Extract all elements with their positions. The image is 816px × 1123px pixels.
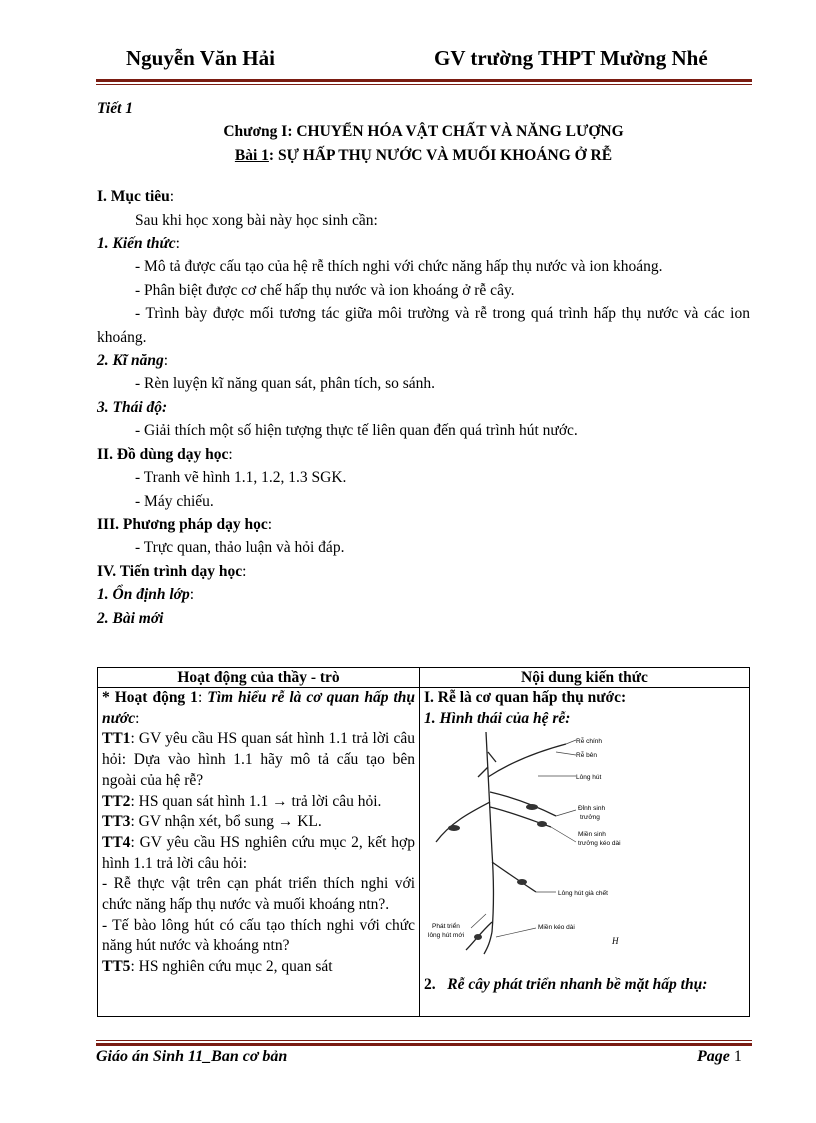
knowledge-item: - Phân biệt được cơ chế hấp thụ nước và ion khoáng ở rễ cây.: [135, 281, 515, 299]
leader-main-root: [566, 740, 576, 744]
lesson-content: [97, 97, 750, 630]
figure-mark: H: [612, 936, 619, 946]
root-tip-line: [484, 932, 492, 954]
lateral-root-line: [436, 802, 490, 842]
knowledge-heading-text: 1. Kiến thức: [97, 235, 176, 253]
header-rule: [96, 79, 752, 82]
subsection-growth-number: 2.: [424, 976, 436, 993]
materials-heading-text: II. Đồ dùng dạy học: [97, 445, 229, 463]
step-tt2: [102, 792, 415, 813]
step-text: : GV yêu cầu HS nghiên cứu mục 2, kết hợp hình 1.1 trả lời câu hỏi:: [102, 833, 415, 872]
activity-title: * Hoạt động 1: Tìm hiểu rễ là cơ quan hấp thụ nước:: [102, 689, 415, 727]
materials-item: - Máy chiếu.: [135, 492, 214, 510]
label-growing-tip: [578, 804, 605, 821]
subsection-growth-text: Rễ cây phát triển nhanh bề mặt hấp thụ: [447, 976, 703, 993]
leader-new-hair: [471, 914, 486, 928]
label-elongation-zone: [578, 829, 621, 847]
table-header-row: [98, 668, 750, 688]
procedure-heading-text: IV. Tiến trình dạy học: [97, 562, 243, 580]
step-label: TT2: [102, 792, 131, 810]
col-header-activities: Hoạt động của thầy - trò: [98, 668, 420, 688]
chapter-text: : CHUYỂN HÓA VẬT CHẤT VÀ NĂNG LƯỢNG: [287, 123, 624, 141]
methods-heading-text: III. Phương pháp dạy học: [97, 515, 268, 533]
step-tt4: [102, 833, 415, 874]
skills-item: - Rèn luyện kĩ năng quan sát, phân tích, so sánh.: [135, 375, 436, 393]
step-tt1: [102, 729, 415, 791]
step-text: : HS quan sát hình 1.1 → trả lời câu hỏi.: [130, 792, 382, 810]
label-root-hair: Lông hút: [576, 774, 602, 781]
root-drawing: [436, 732, 566, 954]
lesson-prefix: Bài 1: [234, 146, 269, 164]
lesson-text: : SỰ HẤP THỤ NƯỚC VÀ MUỐI KHOÁNG Ở RỄ: [268, 146, 613, 164]
leader-extended: [496, 928, 536, 937]
methods-item: - Trực quan, thảo luận và hỏi đáp.: [135, 539, 345, 557]
side-branch-line: [478, 767, 488, 777]
procedure-step1-text: 1. Ổn định lớp: [97, 586, 190, 604]
subsection-morphology: 1. Hình thái của hệ rễ:: [424, 709, 571, 727]
step-text: : GV nhận xét, bổ sung → KL.: [130, 813, 322, 831]
footer-doc-title: Giáo án Sinh 11_Ban cơ bản: [96, 1048, 288, 1065]
period-label: Tiết 1: [97, 100, 134, 117]
objectives-heading: I. Mục tiêu:: [97, 188, 175, 206]
leader-lateral-root: [556, 752, 576, 755]
lesson-table: [97, 667, 750, 1017]
header-rule-thin: [96, 84, 752, 85]
objectives-heading-text: I. Mục tiêu: [97, 188, 170, 206]
step-label: TT3: [102, 813, 131, 831]
label-lateral-root: Rễ bên: [576, 752, 597, 759]
procedure-step2: 2. Bài mới: [97, 609, 164, 627]
label-line: lông hút mới: [428, 932, 465, 939]
materials-heading: II. Đồ dùng dạy học:: [97, 445, 233, 463]
lateral-root-line: [492, 862, 536, 892]
footer-rule-thin: [96, 1040, 752, 1041]
footer-page: [697, 1048, 742, 1066]
skills-heading: 2. Kĩ năng:: [97, 352, 169, 370]
label-line: Miền sinh: [578, 831, 606, 838]
root-hair-cluster: [448, 825, 460, 831]
attitude-heading: 3. Thái độ:: [97, 398, 168, 416]
lesson-title: [97, 144, 750, 167]
activities-cell: [98, 688, 420, 1017]
label-line: trưởng: [580, 814, 600, 821]
step-label: TT4: [102, 833, 131, 851]
label-leaders: [471, 740, 576, 937]
section-heading: I. Rễ là cơ quan hấp thụ nước:: [424, 689, 627, 706]
methods-heading: III. Phương pháp dạy học:: [97, 515, 273, 533]
lateral-root-line: [490, 792, 556, 816]
knowledge-item: - Mô tả được cấu tạo của hệ rễ thích nghi với chức năng hấp thụ nước và ion khoáng.: [135, 258, 663, 276]
label-extended-zone: Miền kéo dài: [538, 924, 575, 931]
step-label: TT5: [102, 958, 131, 976]
lateral-root-line: [488, 744, 566, 777]
label-main-root: Rễ chính: [576, 738, 603, 745]
step-tt5: [102, 957, 415, 978]
root-hair-cluster: [537, 821, 547, 827]
activity-prefix: * Hoạt động 1: [102, 689, 198, 706]
root-hair-clusters: [448, 804, 547, 940]
page-word: Page: [697, 1048, 730, 1065]
leader-growing-tip: [556, 810, 576, 816]
label-new-hair: [428, 922, 464, 939]
chapter-title: [97, 120, 750, 143]
step-text: : HS nghiên cứu mục 2, quan sát: [130, 958, 333, 976]
subsection-growth: 2. Rễ cây phát triển nhanh bề mặt hấp thụ:: [424, 976, 708, 993]
label-line: Phát triển: [432, 923, 460, 930]
label-dying-hair: Lông hút già chết: [558, 890, 608, 897]
content-cell: [420, 688, 750, 1017]
footer-rule: [96, 1043, 752, 1046]
page-number: 1: [733, 1048, 742, 1065]
table-row: [98, 688, 750, 1017]
label-line: trưởng kéo dài: [578, 840, 621, 847]
objectives-intro: Sau khi học xong bài này học sinh cần:: [135, 211, 378, 229]
root-hair-cluster: [526, 804, 538, 810]
activity-title-text: Tìm hiểu rễ là cơ quan hấp thụ nước: [102, 689, 415, 727]
header-school: GV trường THPT Mường Nhé: [434, 46, 708, 70]
procedure-step1: 1. Ổn định lớp:: [97, 586, 195, 604]
question-item: - Tế bào lông hút có cấu tạo thích nghi với chức năng hút nước và khoáng ntn?: [102, 916, 415, 955]
step-label: TT1: [102, 730, 131, 748]
side-branch-line: [488, 752, 496, 762]
knowledge-heading: 1. Kiến thức:: [97, 235, 180, 253]
knowledge-item: - Trình bày được mối tương tác giữa môi trường và rễ trong quá trình hấp thụ nước và các ion khoáng.: [97, 305, 750, 346]
step-text: : GV yêu cầu HS quan sát hình 1.1 trả lời câu hỏi: Dựa vào hình 1.1 hãy mô tả cấu tạo bên ngoài của hệ rễ?: [102, 730, 415, 789]
main-root-line: [486, 732, 494, 932]
skills-heading-text: 2. Kĩ năng: [97, 352, 164, 370]
question-item: - Rễ thực vật trên cạn phát triển thích nghi với chức năng hấp thụ nước và muối khoáng ntn?.: [102, 875, 415, 914]
step-tt3: [102, 812, 415, 833]
root-hair-cluster: [517, 879, 527, 885]
chapter-prefix: Chương I: [223, 123, 288, 141]
materials-item: - Tranh vẽ hình 1.1, 1.2, 1.3 SGK.: [135, 469, 347, 487]
section-heading-text: I. Rễ là cơ quan hấp thụ nước: [424, 689, 622, 706]
root-hair-cluster: [474, 934, 482, 940]
label-line: Đỉnh sinh: [578, 805, 606, 812]
leader-elongation: [551, 827, 576, 842]
procedure-heading: IV. Tiến trình dạy học:: [97, 562, 247, 580]
root-system-diagram: [426, 732, 738, 972]
col-header-content: Nội dung kiến thức: [420, 668, 750, 688]
header-author: Nguyễn Văn Hải: [126, 46, 275, 70]
attitude-item: - Giải thích một số hiện tượng thực tế liên quan đến quá trình hút nước.: [135, 422, 578, 440]
